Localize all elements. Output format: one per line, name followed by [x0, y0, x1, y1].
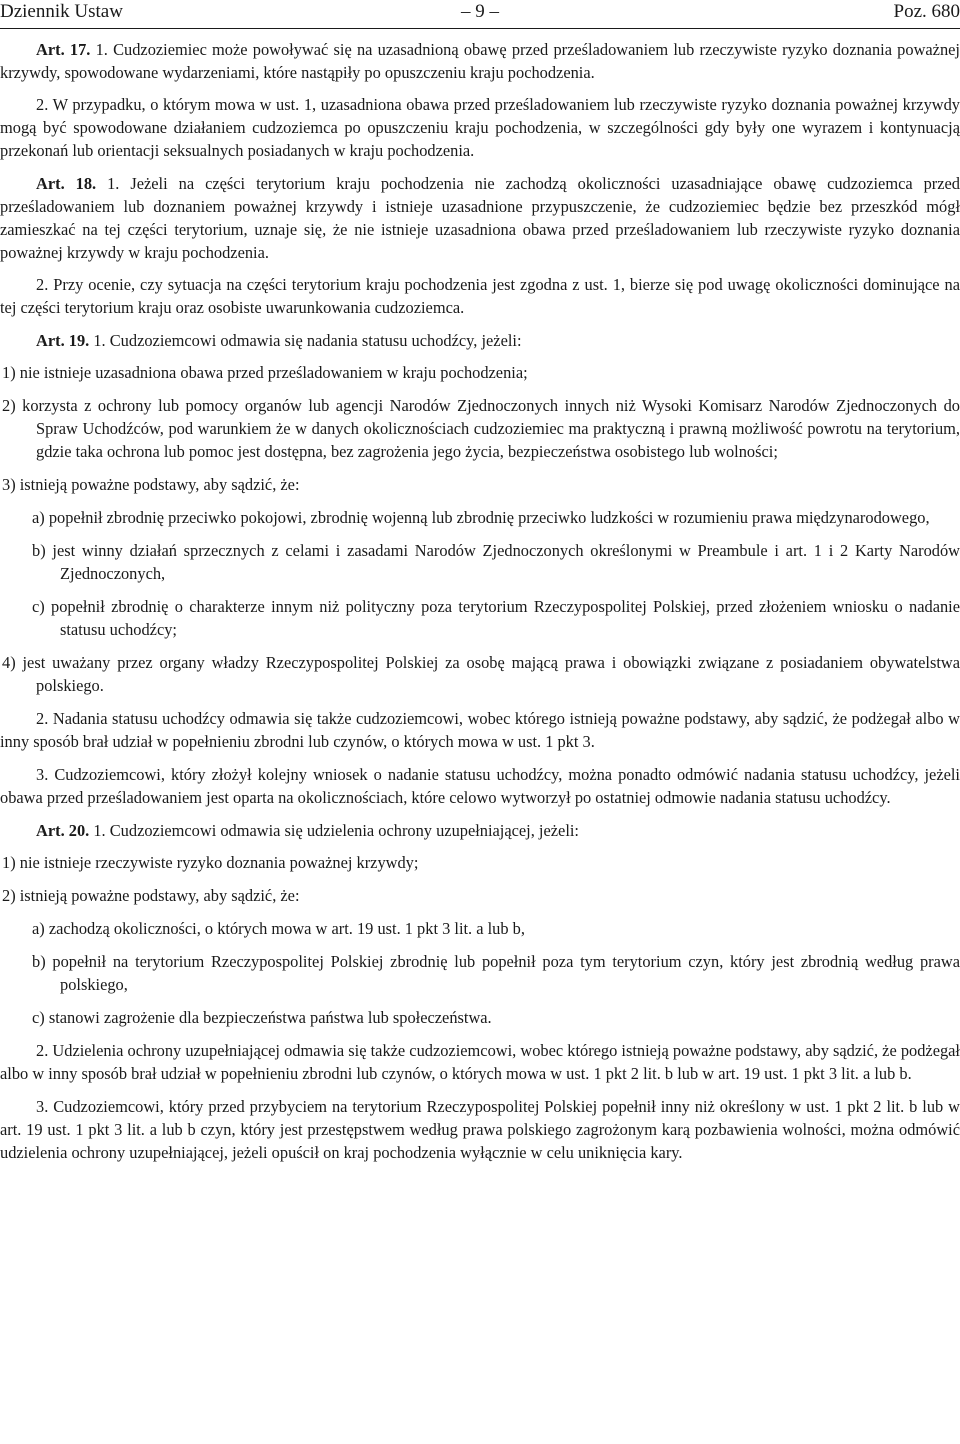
- art-18-par-1-text: 1. Jeżeli na części terytorium kraju pochodzenia nie zachodzą okoliczności uzasadniające obawę cudzoziemca przed prześladowaniem lub doznaniem poważnej krzywdy i istnieje uzasadnione przypuszczenie, że cudzoziemiec będzie bez przeszkód mógł zamieszkać na tej części terytorium, uznaje się, że nie istnieje uzasadniona obawa przed prześladowaniem lub rzeczywiste ryzyko doznania poważnej krzywdy w kraju pochodzenia.: [0, 174, 960, 262]
- journal-title: Dziennik Ustaw: [0, 1, 123, 22]
- art-19-item-4: 4) jest uważany przez organy władzy Rzeczypospolitej Polskiej za osobę mającą prawa i obowiązki związane z posiadaniem obywatelstwa polskiego.: [2, 653, 960, 695]
- art-20-par-2: 2. Udzielenia ochrony uzupełniającej odmawia się także cudzoziemcowi, wobec którego istnieją poważne podstawy, aby sądzić, że podżegał albo w inny sposób brał udział w popełnieniu zbrodni lub czynów, o których mowa w ust. 1 pkt 2 lit. b lub w art. 19 ust. 1 pkt 3 lit. a lub b.: [0, 1041, 960, 1083]
- art-20-number: Art. 20.: [36, 821, 90, 840]
- art-19-number: Art. 19.: [36, 331, 90, 350]
- art-20-item-2: 2) istnieją poważne podstawy, aby sądzić, że:: [2, 886, 300, 905]
- art-18-number: Art. 18.: [36, 174, 97, 193]
- art-19-item-2: 2) korzysta z ochrony lub pomocy organów lub agencji Narodów Zjednoczonych innych niż Wysoki Komisarz Narodów Zjednoczonych do Spraw Uchodźców, pod warunkiem że w danych okolicznościach cudzoziemiec ma praktyczną i prawną możliwość powrotu na terytorium, gdzie taka ochrona lub pomoc jest dostępna, bez zagrożenia jego życia, bezpieczeństwa osobistego lub wolności;: [2, 396, 960, 461]
- art-17-par-1-text: 1. Cudzoziemiec może powoływać się na uzasadnioną obawę przed prześladowaniem lub rzeczywiste ryzyko doznania poważnej krzywdy, spowodowane wydarzeniami, które nastąpiły po opuszczeniu kraju pochodzenia.: [0, 40, 960, 82]
- art-19-item-3: 3) istnieją poważne podstawy, aby sądzić, że:: [2, 475, 300, 494]
- art-20-par-3: 3. Cudzoziemcowi, który przed przybyciem na terytorium Rzeczypospolitej Polskiej popełnił inny niż określony w ust. 1 pkt 2 lit. b lub w art. 19 ust. 1 pkt 3 lit. a lub b czyn, który jest przestępstwem według prawa polskiego zagrożonym karą pozbawienia wolności, można odmówić udzielenia ochrony uzupełniającej, jeżeli opuścił on kraj pochodzenia wyłącznie w celu uniknięcia kary.: [0, 1097, 960, 1162]
- page-number: – 9 –: [461, 1, 499, 22]
- art-20-par-1: [0, 819, 960, 842]
- art-19-par-3: 3. Cudzoziemcowi, który złożył kolejny wniosek o nadanie statusu uchodźcy, można ponadto odmówić nadania statusu uchodźcy, jeżeli obawa przed prześladowaniem jest oparta na okolicznościach, które celowo wytworzył po ostatniej odmowie nadania statusu uchodźcy.: [0, 765, 960, 807]
- art-18-par-2: 2. Przy ocenie, czy sytuacja na części terytorium kraju pochodzenia jest zgodna z ust. 1, bierze się pod uwagę okoliczności dominujące na tej części terytorium kraju oraz osobiste uwarunkowania cudzoziemca.: [0, 275, 960, 317]
- art-19-item-3b: b) jest winny działań sprzecznych z celami i zasadami Narodów Zjednoczonych określonymi w Preambule i art. 1 i 2 Karty Narodów Zjednoczonych,: [32, 541, 960, 583]
- art-19-par-1-text: 1. Cudzoziemcowi odmawia się nadania statusu uchodźcy, jeżeli:: [89, 331, 522, 350]
- art-19-item-1: 1) nie istnieje uzasadniona obawa przed prześladowaniem w kraju pochodzenia;: [2, 363, 528, 382]
- art-17-par-1: [0, 38, 960, 84]
- art-20-par-1-text: 1. Cudzoziemcowi odmawia się udzielenia ochrony uzupełniającej, jeżeli:: [89, 821, 579, 840]
- page-header: [0, 0, 960, 29]
- art-17-number: Art. 17.: [36, 40, 91, 59]
- art-20-item-2b: b) popełnił na terytorium Rzeczypospolitej Polskiej zbrodnię lub popełnił poza tym terytorium czyn, który jest zbrodnią według prawa polskiego,: [32, 952, 960, 994]
- art-20-item-2a: a) zachodzą okoliczności, o których mowa w art. 19 ust. 1 pkt 3 lit. a lub b,: [32, 919, 525, 938]
- art-19-item-3c: c) popełnił zbrodnię o charakterze innym niż polityczny poza terytorium Rzeczypospolitej Polskiej, przed złożeniem wniosku o nadanie statusu uchodźcy;: [32, 597, 960, 639]
- art-19-item-3a: a) popełnił zbrodnię przeciwko pokojowi, zbrodnię wojenną lub zbrodnię przeciwko ludzkości w rozumieniu prawa międzynarodowego,: [32, 508, 930, 527]
- art-19-par-2: 2. Nadania statusu uchodźcy odmawia się także cudzoziemcowi, wobec którego istnieją poważne podstawy, aby sądzić, że podżegał albo w inny sposób brał udział w popełnieniu zbrodni lub czynów, o których mowa w ust. 1 pkt 3.: [0, 709, 960, 751]
- art-18-par-1: [0, 172, 960, 264]
- art-20-item-1: 1) nie istnieje rzeczywiste ryzyko doznania poważnej krzywdy;: [2, 853, 419, 872]
- art-20-item-2c: c) stanowi zagrożenie dla bezpieczeństwa państwa lub społeczeństwa.: [32, 1008, 492, 1027]
- art-17-par-2: 2. W przypadku, o którym mowa w ust. 1, uzasadniona obawa przed prześladowaniem lub rzeczywiste ryzyko doznania poważnej krzywdy mogą być spowodowane działaniem cudzoziemca po opuszczeniu kraju pochodzenia, w szczególności gdy były one wyrazem i kontynuacją przekonań lub orientacji seksualnych posiadanych w kraju pochodzenia.: [0, 95, 960, 160]
- document-body: [0, 38, 960, 1174]
- position-number: Poz. 680: [893, 1, 960, 22]
- art-19-par-1: [0, 329, 960, 352]
